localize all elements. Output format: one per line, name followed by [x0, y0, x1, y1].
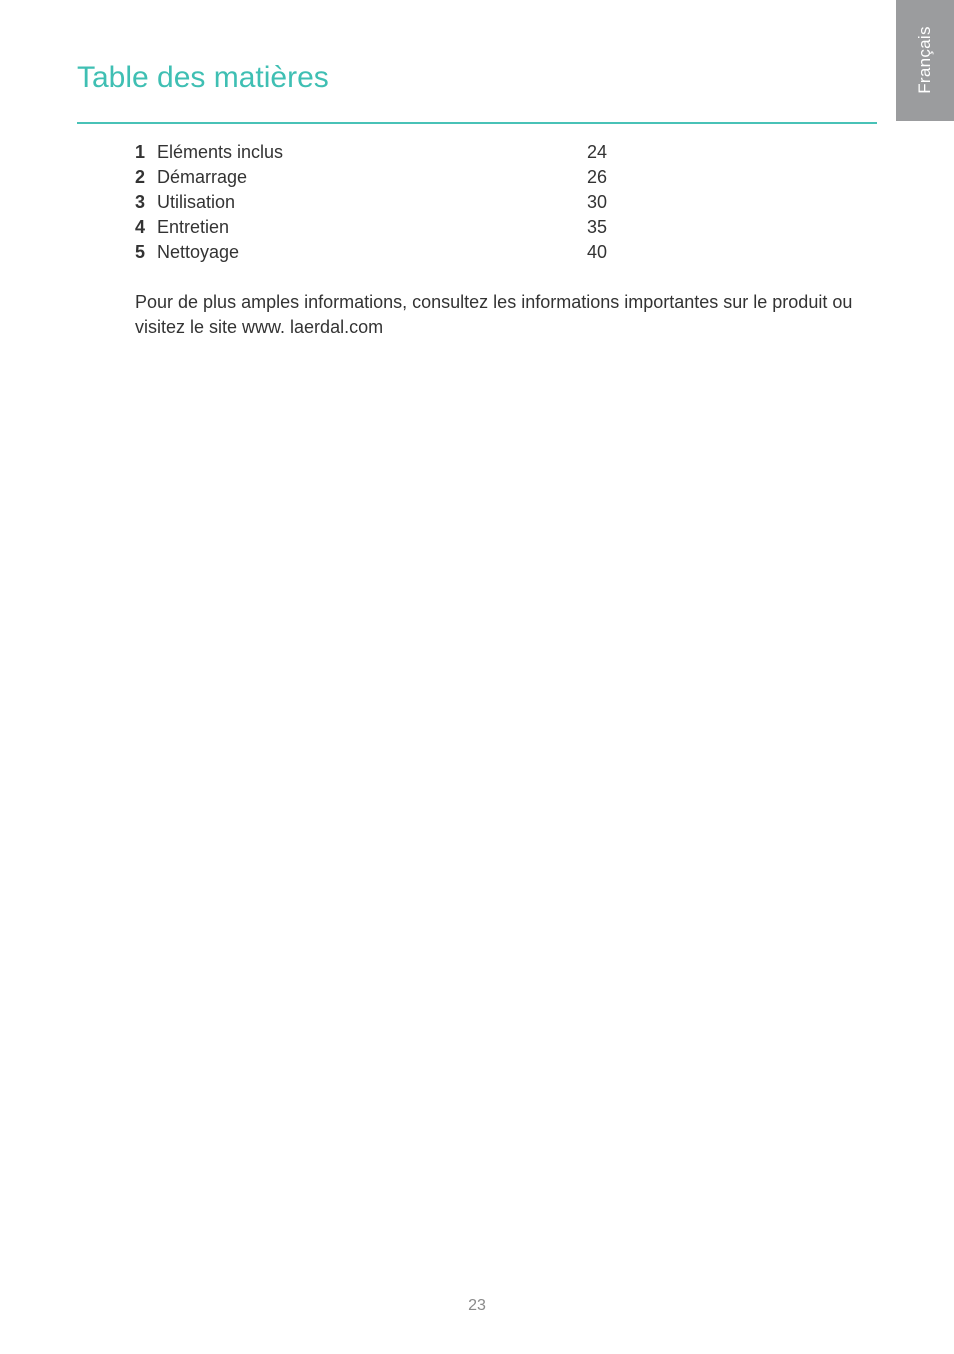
- toc-entry-number: 5: [135, 242, 146, 262]
- toc-entry-number: 3: [135, 192, 146, 212]
- page-number: 23: [468, 1297, 486, 1314]
- more-info-paragraph: Pour de plus amples informations, consultez les informations importantes sur le produit ou visitez le site www. laerdal.com: [135, 292, 853, 337]
- language-tab-label: Français: [915, 26, 934, 94]
- toc-entry-label: Utilisation: [157, 192, 236, 212]
- toc-entry-page: 30: [587, 192, 608, 212]
- toc-entry-utilisation[interactable]: [135, 190, 615, 215]
- toc-entry-number: 2: [135, 167, 146, 187]
- language-tab: [896, 0, 954, 121]
- toc-entry-elements-inclus[interactable]: [135, 140, 615, 165]
- toc-entry-number: 4: [135, 217, 146, 237]
- page-title: Table des matières: [77, 61, 329, 94]
- toc-entry-page: 40: [587, 242, 608, 262]
- toc-entry-number: 1: [135, 142, 146, 162]
- toc-entry-nettoyage[interactable]: [135, 240, 615, 265]
- table-of-contents: [135, 140, 615, 265]
- toc-entry-entretien[interactable]: [135, 215, 615, 240]
- toc-entry-page: 26: [587, 167, 608, 187]
- toc-entry-label: Démarrage: [157, 167, 248, 187]
- title-divider: [77, 122, 877, 124]
- toc-entry-page: 35: [587, 217, 608, 237]
- toc-entry-label: Entretien: [157, 217, 230, 237]
- toc-entry-label: Eléments inclus: [157, 142, 284, 162]
- toc-entry-page: 24: [587, 142, 608, 162]
- toc-entry-label: Nettoyage: [157, 242, 240, 262]
- toc-entry-demarrage[interactable]: [135, 165, 615, 190]
